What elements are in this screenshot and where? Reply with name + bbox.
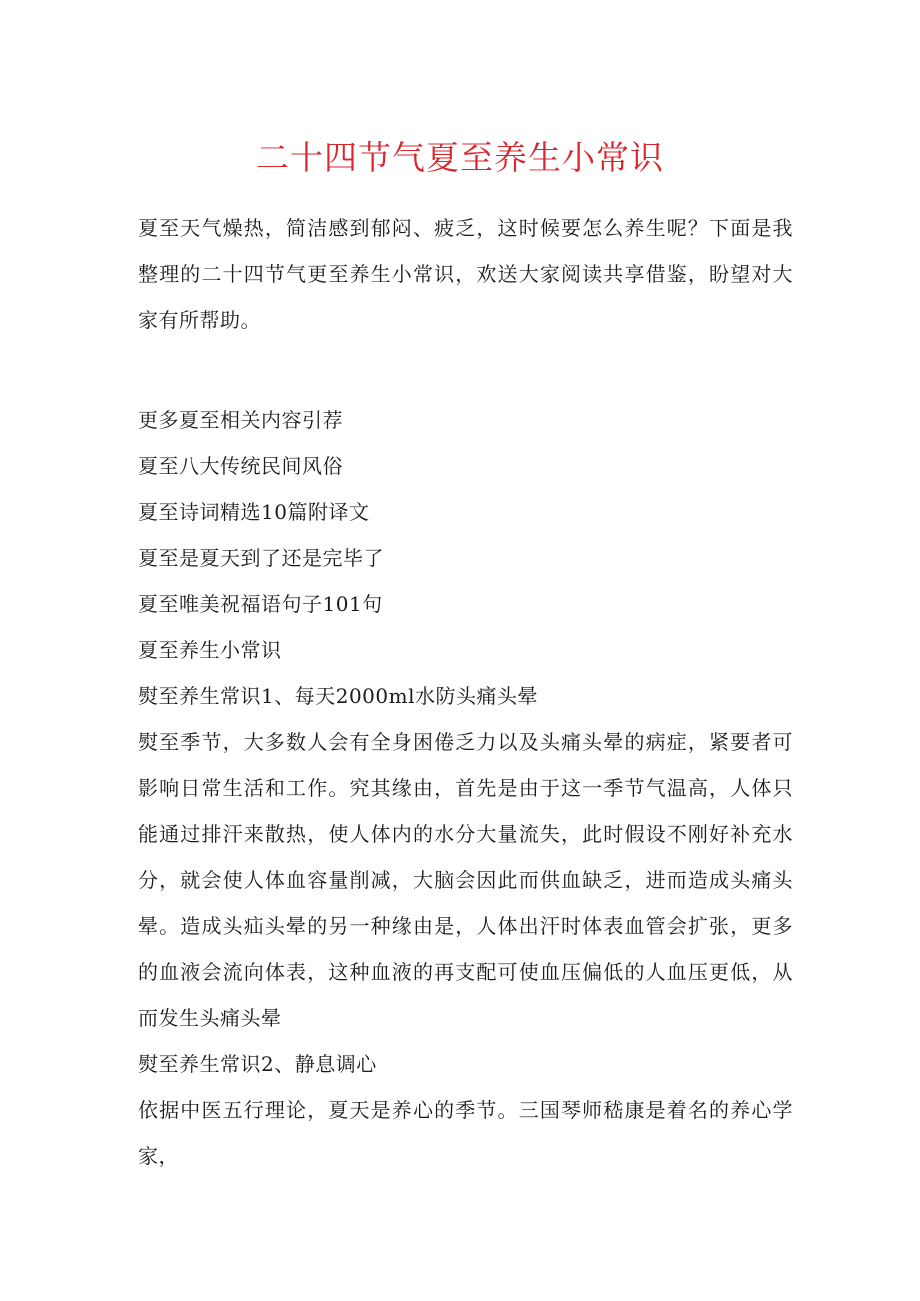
- related-link[interactable]: 夏至唯美祝福语句子101句: [138, 592, 383, 616]
- document-body: [138, 205, 793, 1179]
- tip2-paragraph: 依据中医五行理论，夏天是养心的季节。三国琴师嵇康是着名的养心学家，: [138, 1098, 793, 1168]
- tip1-paragraph: 熨至季节，大多数人会有全身困倦乏力以及头痛头晕的病症，紧要者可影响日常生活和工作。究其缘由，首先是由于这一季节气温高，人体只能通过排汗来散热，使人体内的水分大量流失，此时假设不刚好补充水分，就会使人体血容量削减，大脑会因此而供血缺乏，进而造成头痛头晕。造成头疝头晕的另一种缘由是，人体出汗时体表血管会扩张，更多的血液会流向体表，这种血液的再支配可使血压偏低的人血压更低，从而发生头痛头晕: [138, 730, 793, 1030]
- related-link[interactable]: 夏至诗词精选10篇附译文: [138, 500, 370, 524]
- tip2-heading: 熨至养生常识2、静息调心: [138, 1052, 377, 1076]
- document-title: 二十四节气夏至养生小常识: [256, 138, 664, 177]
- section-heading: 夏至养生小常识: [138, 638, 282, 662]
- related-link[interactable]: 夏至八大传统民间风俗: [138, 454, 343, 478]
- related-link[interactable]: 夏至是夏天到了还是完毕了: [138, 546, 384, 570]
- tip1-heading: 熨至养生常识1、每天2000ml水防头痛头晕: [138, 684, 538, 708]
- related-heading: 更多夏至相关内容引荐: [138, 408, 343, 432]
- intro-paragraph: 夏至天气燥热，简洁感到郁闷、疲乏，这时候要怎么养生呢？下面是我整理的二十四节气更至养生小常识，欢送大家阅读共享借鉴，盼望对大家有所帮助。: [138, 216, 793, 332]
